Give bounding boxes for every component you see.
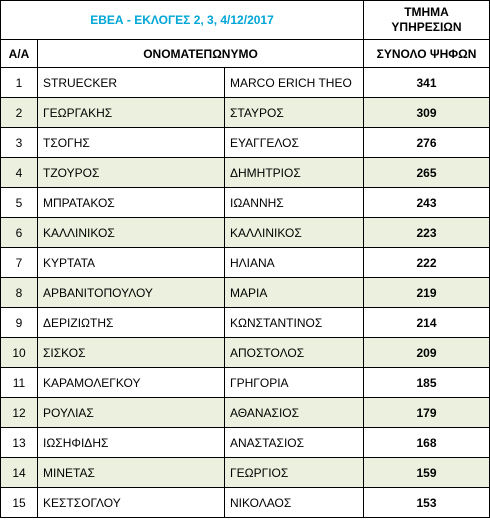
firstname-cell: ΑΠΟΣΤΟΛΟΣ (225, 338, 364, 368)
votes-cell: 243 (364, 188, 490, 218)
votes-cell: 153 (364, 488, 490, 518)
votes-column-header: ΣΥΝΟΛΟ ΨΗΦΩΝ (364, 40, 490, 68)
table-row (1, 278, 490, 308)
table-row (1, 218, 490, 248)
row-number: 11 (1, 368, 38, 398)
votes-cell: 168 (364, 428, 490, 458)
row-number: 1 (1, 68, 38, 98)
table-row (1, 308, 490, 338)
surname-cell: ΣΙΣΚΟΣ (38, 338, 225, 368)
firstname-cell: ΓΕΩΡΓΙΟΣ (225, 458, 364, 488)
firstname-cell: ΝΙΚΟΛΑΟΣ (225, 488, 364, 518)
row-number: 13 (1, 428, 38, 458)
table-row (1, 68, 490, 98)
firstname-cell: ΕΥΑΓΓΕΛΟΣ (225, 128, 364, 158)
row-number: 3 (1, 128, 38, 158)
firstname-cell: ΑΝΑΣΤΑΣΙΟΣ (225, 428, 364, 458)
row-number: 2 (1, 98, 38, 128)
surname-cell: ΜΠΡΑΤΑΚΟΣ (38, 188, 225, 218)
surname-cell: ΑΡΒΑΝΙΤΟΠΟΥΛΟΥ (38, 278, 225, 308)
row-number: 10 (1, 338, 38, 368)
table-row (1, 98, 490, 128)
firstname-cell: ΚΩΝΣΤΑΝΤΙΝΟΣ (225, 308, 364, 338)
surname-cell: ΚΑΡΑΜΟΛΕΓΚΟΥ (38, 368, 225, 398)
firstname-cell: ΙΩΑΝΝΗΣ (225, 188, 364, 218)
election-title: ΕΒΕΑ - ΕΚΛΟΓΕΣ 2, 3, 4/12/2017 (1, 1, 364, 40)
row-number: 6 (1, 218, 38, 248)
table-row (1, 428, 490, 458)
firstname-cell: ΜΑΡΙΑ (225, 278, 364, 308)
votes-cell: 159 (364, 458, 490, 488)
votes-cell: 223 (364, 218, 490, 248)
votes-cell: 265 (364, 158, 490, 188)
firstname-cell: ΓΡΗΓΟΡΙΑ (225, 368, 364, 398)
row-number: 15 (1, 488, 38, 518)
firstname-cell: ΑΘΑΝΑΣΙΟΣ (225, 398, 364, 428)
surname-cell: ΤΖΟΥΡΟΣ (38, 158, 225, 188)
row-number: 9 (1, 308, 38, 338)
table-row (1, 248, 490, 278)
votes-cell: 185 (364, 368, 490, 398)
title-row (1, 1, 490, 40)
votes-cell: 341 (364, 68, 490, 98)
votes-cell: 214 (364, 308, 490, 338)
department-line-1: ΤΜΗΜΑ (404, 5, 449, 19)
surname-cell: ΤΣΟΓΗΣ (38, 128, 225, 158)
column-header-row (1, 40, 490, 68)
firstname-cell: ΚΑΛΛΙΝΙΚΟΣ (225, 218, 364, 248)
row-number: 5 (1, 188, 38, 218)
department-heading (364, 1, 490, 40)
votes-cell: 309 (364, 98, 490, 128)
table-row (1, 338, 490, 368)
surname-cell: ΔΕΡΙΖΙΩΤΗΣ (38, 308, 225, 338)
row-number: 8 (1, 278, 38, 308)
table-row (1, 368, 490, 398)
firstname-cell: ΔΗΜΗΤΡΙΟΣ (225, 158, 364, 188)
table-row (1, 398, 490, 428)
votes-cell: 179 (364, 398, 490, 428)
surname-cell: STRUECKER (38, 68, 225, 98)
surname-cell: ΡΟΥΛΙΑΣ (38, 398, 225, 428)
table-row (1, 488, 490, 518)
surname-cell: ΓΕΩΡΓΑΚΗΣ (38, 98, 225, 128)
row-number: 4 (1, 158, 38, 188)
votes-cell: 219 (364, 278, 490, 308)
surname-cell: ΚΕΣΤΣΟΓΛΟΥ (38, 488, 225, 518)
votes-cell: 209 (364, 338, 490, 368)
votes-cell: 222 (364, 248, 490, 278)
surname-cell: ΜΙΝΕΤΑΣ (38, 458, 225, 488)
table-row (1, 158, 490, 188)
row-number: 7 (1, 248, 38, 278)
firstname-cell: MARCO ERICH THEO (225, 68, 364, 98)
name-column-header: ΟΝΟΜΑΤΕΠΩΝΥΜΟ (38, 40, 364, 68)
row-number: 12 (1, 398, 38, 428)
votes-cell: 276 (364, 128, 490, 158)
surname-cell: ΚΑΛΛΙΝΙΚΟΣ (38, 218, 225, 248)
table-row (1, 458, 490, 488)
department-line-2: ΥΠΗΡΕΣΙΩΝ (391, 20, 462, 34)
firstname-cell: ΗΛΙΑΝΑ (225, 248, 364, 278)
surname-cell: ΚΥΡΤΑΤΑ (38, 248, 225, 278)
firstname-cell: ΣΤΑΥΡΟΣ (225, 98, 364, 128)
index-column-header: Α/Α (1, 40, 38, 68)
surname-cell: ΙΩΣΗΦΙΔΗΣ (38, 428, 225, 458)
row-number: 14 (1, 458, 38, 488)
table-row (1, 188, 490, 218)
table-row (1, 128, 490, 158)
